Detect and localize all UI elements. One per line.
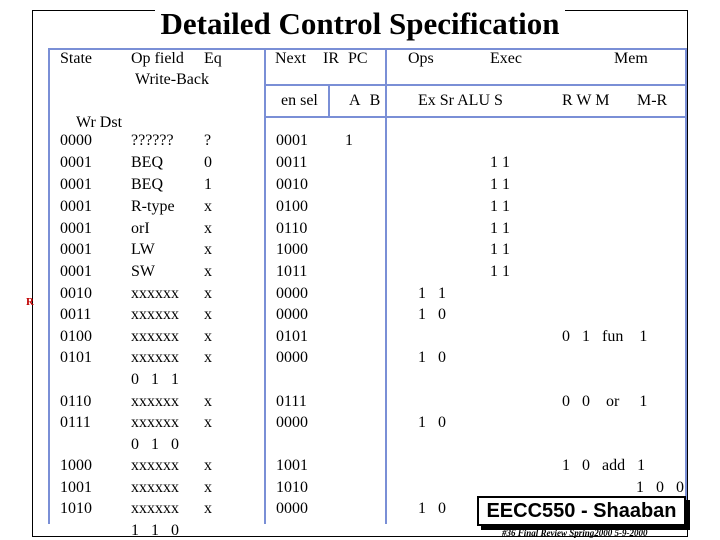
cell-next: 0110 [276,220,308,237]
cell-state: 0110 [60,393,92,410]
cell-eq: x [204,414,212,431]
cell-eq: x [204,349,212,366]
cell-op: xxxxxx [131,414,179,431]
header-state: State [60,50,92,67]
cell-wb: 1 1 0 [131,522,179,539]
grid-line [264,116,687,118]
header-pc: PC [348,50,368,67]
cell-eq: x [204,241,212,258]
grid-line [685,48,687,524]
cell-mem: 0 1 fun 1 [562,328,648,345]
cell-eq: x [204,263,212,280]
cell-op: xxxxxx [131,285,179,302]
cell-next: 0001 [276,132,308,149]
cell-ops: 1 1 [418,285,446,302]
cell-eq: x [204,457,212,474]
cell-exec: 1 1 [490,154,510,171]
grid-line [264,84,687,86]
cell-state: 0001 [60,220,92,237]
cell-ops: 1 0 [418,306,446,323]
cell-op: orI [131,220,150,237]
cell-state: 1010 [60,500,92,517]
cell-state: 0101 [60,349,92,366]
cell-exec: 1 1 [490,220,510,237]
row-marker: R [26,296,34,308]
cell-ops: 1 0 [418,414,446,431]
cell-next: 1011 [276,263,308,280]
cell-next: 1010 [276,479,308,496]
grid-line [385,48,387,524]
header-r-w-m: R W M [562,92,610,109]
cell-op: R-type [131,198,175,215]
cell-state: 0001 [60,198,92,215]
cell-eq: x [204,479,212,496]
header-ops: Ops [408,50,434,67]
cell-state: 0001 [60,154,92,171]
grid-line [264,48,266,524]
header-exec: Exec [490,50,522,67]
header-eq: Eq [204,50,222,67]
cell-exec: 1 1 [490,263,510,280]
cell-op: ?????? [131,132,174,149]
cell-op: xxxxxx [131,328,179,345]
cell-exec: 1 1 [490,176,510,193]
cell-op: BEQ [131,176,163,193]
cell-state: 0100 [60,328,92,345]
cell-wb: 0 1 1 [131,371,179,388]
cell-eq: 0 [204,154,212,171]
cell-op: xxxxxx [131,393,179,410]
cell-op: xxxxxx [131,479,179,496]
cell-next: 0000 [276,306,308,323]
header-write-back: Write-Back [135,71,209,88]
header-a-b: A B [349,92,381,109]
cell-state: 0010 [60,285,92,302]
cell-ir-en: 1 [345,132,353,149]
cell-state: 0001 [60,263,92,280]
cell-state: 1000 [60,457,92,474]
cell-next: 0101 [276,328,308,345]
cell-exec: 1 1 [490,198,510,215]
cell-op: LW [131,241,155,258]
cell-eq: 1 [204,176,212,193]
header-mem: Mem [614,50,648,67]
cell-mem: 1 0 0 [636,479,684,496]
cell-eq: x [204,328,212,345]
slide-title: Detailed Control Specification [0,6,720,42]
header-ex-sr-alu-s: Ex Sr ALU S [418,92,503,109]
cell-mem: 1 0 add 1 [562,457,646,474]
grid-line [48,48,50,524]
cell-next: 0000 [276,414,308,431]
course-badge: EECC550 - Shaaban [477,496,686,526]
cell-op: xxxxxx [131,500,179,517]
cell-eq: ? [204,132,212,149]
cell-state: 0111 [60,414,91,431]
cell-next: 0000 [276,285,308,302]
cell-next: 0100 [276,198,308,215]
cell-eq: x [204,500,212,517]
header-wr-dst: Wr Dst [76,114,123,131]
cell-next: 1001 [276,457,308,474]
cell-state: 0001 [60,241,92,258]
cell-op: xxxxxx [131,306,179,323]
cell-next: 0000 [276,349,308,366]
cell-eq: x [204,393,212,410]
cell-exec: 1 1 [490,241,510,258]
grid-line [328,84,330,116]
header-en-sel: en sel [281,92,318,109]
cell-state: 0011 [60,306,92,323]
header-m-r: M-R [637,92,668,109]
cell-next: 0111 [276,393,307,410]
cell-state: 1001 [60,479,92,496]
cell-ops: 1 0 [418,500,446,517]
cell-mem: 0 0 or 1 [562,393,648,410]
header-next: Next [275,50,307,67]
cell-eq: x [204,306,212,323]
cell-state: 0000 [60,132,92,149]
cell-ops: 1 0 [418,349,446,366]
cell-next: 0000 [276,500,308,517]
cell-op: xxxxxx [131,457,179,474]
header-op-field: Op field [131,50,184,67]
cell-eq: x [204,285,212,302]
cell-op: SW [131,263,155,280]
cell-eq: x [204,220,212,237]
slide-footer: #36 Final Review Spring2000 5-9-2000 [502,528,648,538]
cell-next: 1000 [276,241,308,258]
cell-op: xxxxxx [131,349,179,366]
cell-next: 0011 [276,154,308,171]
header-ir: IR [323,50,339,67]
cell-next: 0010 [276,176,308,193]
cell-eq: x [204,198,212,215]
cell-wb: 0 1 0 [131,436,179,453]
cell-state: 0001 [60,176,92,193]
cell-op: BEQ [131,154,163,171]
